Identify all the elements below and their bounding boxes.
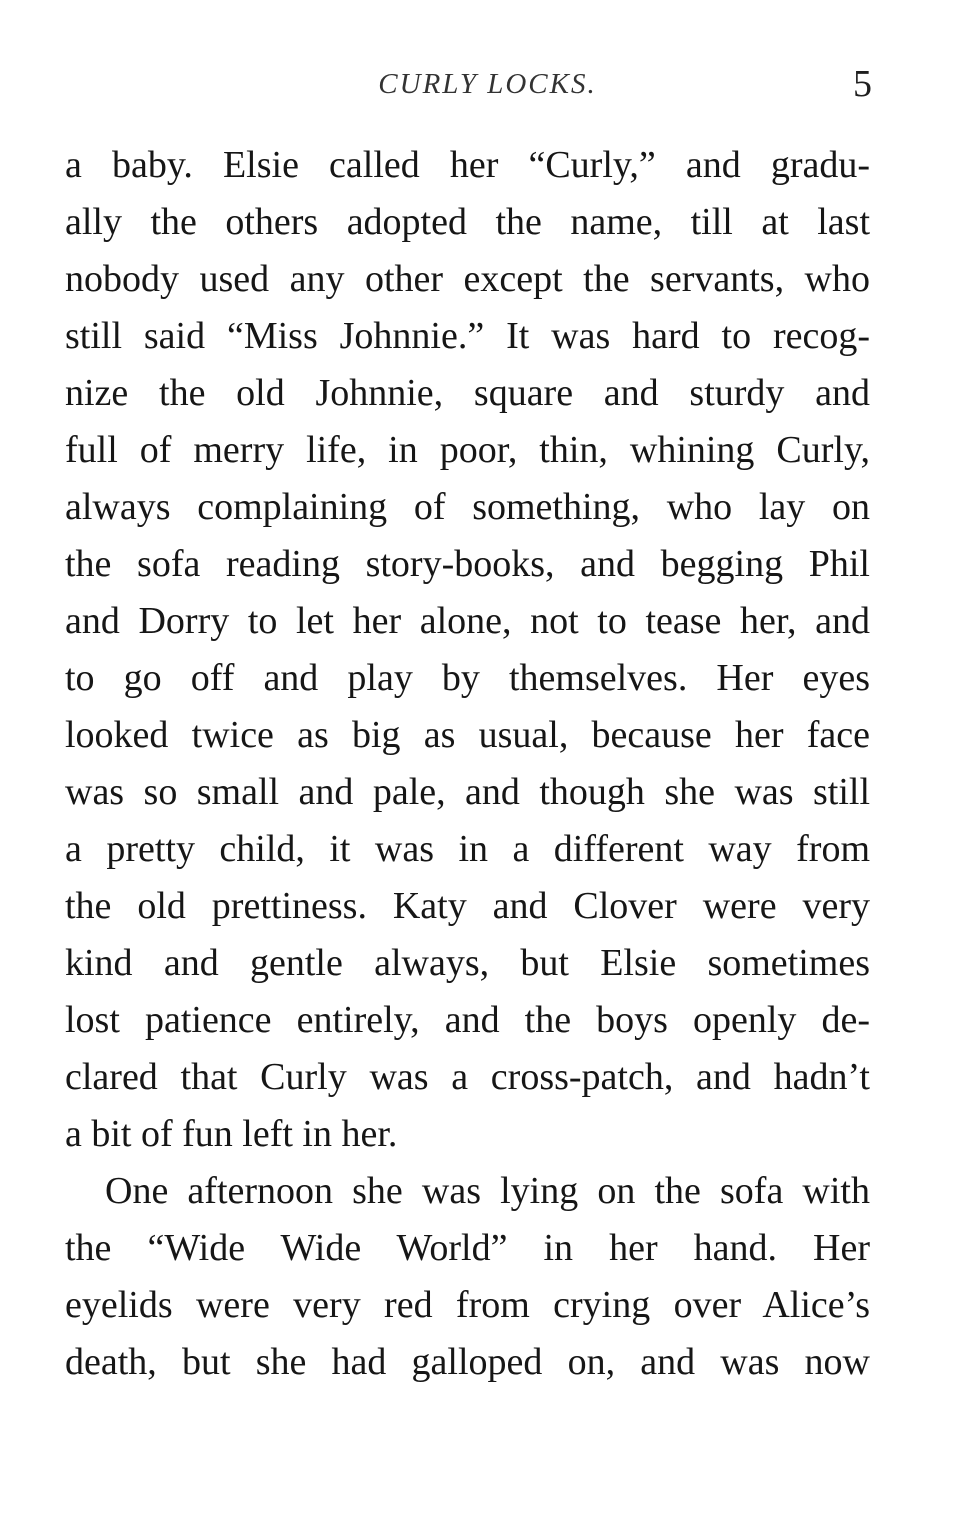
paragraph-1 [65,137,870,1163]
page-number: 5 [853,63,872,105]
text-line: a bit of fun left in her. [65,1113,398,1155]
text-line: the “Wide Wide World” in her hand. Her [65,1227,870,1269]
text-line: still said “Miss Johnnie.” It was hard to recog- [65,315,870,357]
running-title: CURLY LOCKS. [378,68,597,100]
text-line: and Dorry to let her alone, not to tease her, and [65,600,870,642]
text-line: the sofa reading story-books, and begging Phil [65,543,870,585]
text-line: the old prettiness. Katy and Clover were very [65,885,870,927]
text-line: was so small and pale, and though she was still [65,771,870,813]
text-line: death, but she had galloped on, and was now [65,1341,870,1383]
text-line: to go off and play by themselves. Her eyes [65,657,870,699]
text-line: looked twice as big as usual, because her face [65,714,870,756]
text-line: nobody used any other except the servants, who [65,258,870,300]
text-line: full of merry life, in poor, thin, whining Curly, [65,429,870,471]
text-line: ally the others adopted the name, till at last [65,201,870,243]
text-line: One afternoon she was lying on the sofa with [105,1170,870,1212]
page-header [0,62,975,114]
text-line: always complaining of something, who lay on [65,486,870,528]
text-line: nize the old Johnnie, square and sturdy and [65,372,870,414]
text-line: clared that Curly was a cross-patch, and hadn’t [65,1056,870,1098]
text-line: a pretty child, it was in a different way from [65,828,870,870]
text-line: a baby. Elsie called her “Curly,” and gradu- [65,144,870,186]
body-text [65,137,870,1391]
text-line: kind and gentle always, but Elsie sometimes [65,942,870,984]
paragraph-2 [65,1163,870,1391]
text-line: lost patience entirely, and the boys openly de- [65,999,870,1041]
text-line: eyelids were very red from crying over Alice’s [65,1284,870,1326]
